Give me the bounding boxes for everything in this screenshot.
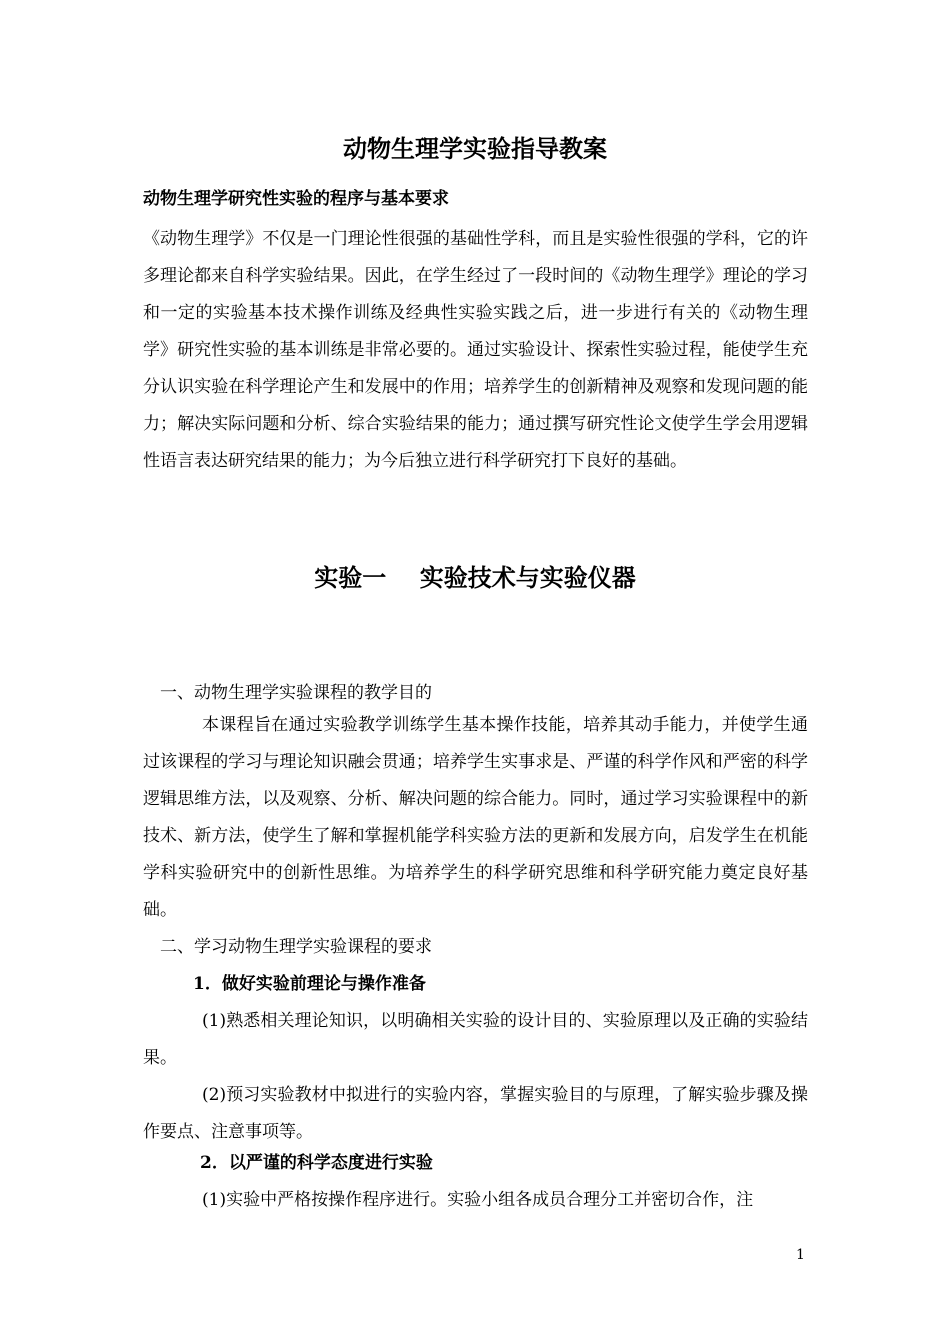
- chapter-title: 实验一 实验技术与实验仪器: [314, 563, 636, 592]
- section2-heading: 二、学习动物生理学实验课程的要求: [160, 937, 432, 957]
- section1-paragraph: 本课程旨在通过实验教学训练学生基本操作技能，培养其动手能力，并使学生通过该课程的学习与理论知识融会贯通；培养学生实事求是、严谨的科学作风和严密的科学逻辑思维方法，以及观察、分析、解决问题的综合能力。同时，通过学习实验课程中的新技术、新方法，使学生了解和掌握机能学科实验方法的更新和发展方向，启发学生在机能学科实验研究中的创新性思维。为培养学生的科学研究思维和科学研究能力奠定良好基础。: [143, 715, 808, 920]
- intro-paragraph: 《动物生理学》不仅是一门理论性很强的基础性学科，而且是实验性很强的学科，它的许多理论都来自科学实验结果。因此，在学生经过了一段时间的《动物生理学》理论的学习和一定的实验基本技术操作训练及经典性实验实践之后，进一步进行有关的《动物生理学》研究性实验的基本训练是非常必要的。通过实验设计、探索性实验过程，能使学生充分认识实验在科学理论产生和发展中的作用；培养学生的创新精神及观察和发现问题的能力；解决实际问题和分析、综合实验结果的能力；通过撰写研究性论文使学生学会用逻辑性语言表达研究结果的能力；为今后独立进行科学研究打下良好的基础。: [143, 229, 808, 471]
- page-number: 1: [796, 1247, 805, 1263]
- document-title: 动物生理学实验指导教案: [343, 134, 607, 163]
- item1-sub2: (2)预习实验教材中拟进行的实验内容，掌握实验目的与原理，了解实验步骤及操作要点、注意事项等。: [143, 1085, 808, 1142]
- section1-heading: 一、动物生理学实验课程的教学目的: [160, 683, 432, 703]
- item1-sub1: (1)熟悉相关理论知识，以明确相关实验的设计目的、实验原理以及正确的实验结果。: [143, 1011, 808, 1068]
- item2-sub1: (1)实验中严格按操作程序进行。实验小组各成员合理分工并密切合作，注: [202, 1190, 754, 1210]
- item2-heading: 2．以严谨的科学态度进行实验: [200, 1153, 433, 1173]
- item1-heading: 1．做好实验前理论与操作准备: [193, 974, 426, 994]
- document-subtitle: 动物生理学研究性实验的程序与基本要求: [143, 189, 449, 209]
